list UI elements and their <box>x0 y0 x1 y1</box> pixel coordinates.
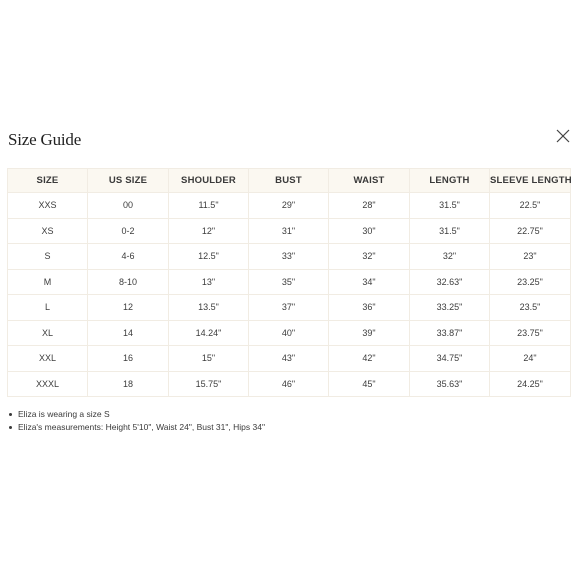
table-cell: 32" <box>329 244 410 270</box>
close-icon <box>556 129 570 143</box>
table-cell: 33" <box>249 244 329 270</box>
table-row <box>8 295 571 321</box>
table-cell: 45" <box>329 371 410 397</box>
table-cell: 23.5" <box>490 295 571 321</box>
table-cell: 18 <box>88 371 169 397</box>
header-us-size: US SIZE <box>88 169 169 193</box>
table-header-row <box>8 169 571 193</box>
table-cell: 30" <box>329 218 410 244</box>
list-item <box>9 408 265 421</box>
table-cell: 34" <box>329 269 410 295</box>
header-shoulder: SHOULDER <box>169 169 249 193</box>
table-cell: 00 <box>88 193 169 219</box>
table-cell: 31.5" <box>410 193 490 219</box>
table-cell: 4-6 <box>88 244 169 270</box>
table-cell: 15.75" <box>169 371 249 397</box>
table-cell: XL <box>8 320 88 346</box>
note-text: Eliza is wearing a size S <box>18 409 110 419</box>
table-cell: 43" <box>249 346 329 372</box>
table-cell: 0-2 <box>88 218 169 244</box>
table-cell: 8-10 <box>88 269 169 295</box>
bullet-icon <box>9 426 12 429</box>
table-cell: 14.24" <box>169 320 249 346</box>
header-sleeve-length: SLEEVE LENGTH <box>490 169 571 193</box>
modal-title: Size Guide <box>8 130 82 149</box>
table-row <box>8 193 571 219</box>
size-table <box>7 168 571 397</box>
table-cell: 11.5" <box>169 193 249 219</box>
table-cell: 42" <box>329 346 410 372</box>
table-row <box>8 269 571 295</box>
table-cell: 37" <box>249 295 329 321</box>
table-row <box>8 218 571 244</box>
table-cell: 22.75" <box>490 218 571 244</box>
table-cell: XS <box>8 218 88 244</box>
header-bust: BUST <box>249 169 329 193</box>
bullet-icon <box>9 413 12 416</box>
model-notes-list <box>9 408 265 434</box>
table-cell: 36" <box>329 295 410 321</box>
table-cell: 14 <box>88 320 169 346</box>
table-cell: 40" <box>249 320 329 346</box>
table-cell: XXL <box>8 346 88 372</box>
table-cell: 24.25" <box>490 371 571 397</box>
table-cell: 23.75" <box>490 320 571 346</box>
table-cell: 32.63" <box>410 269 490 295</box>
close-button[interactable] <box>556 129 572 145</box>
table-cell: 34.75" <box>410 346 490 372</box>
table-cell: XXXL <box>8 371 88 397</box>
list-item <box>9 421 265 434</box>
table-cell: 35.63" <box>410 371 490 397</box>
table-cell: 16 <box>88 346 169 372</box>
header-waist: WAIST <box>329 169 410 193</box>
table-cell: 22.5" <box>490 193 571 219</box>
table-cell: 39" <box>329 320 410 346</box>
table-cell: 15" <box>169 346 249 372</box>
table-cell: 28" <box>329 193 410 219</box>
table-row <box>8 371 571 397</box>
table-row <box>8 244 571 270</box>
table-cell: 33.87" <box>410 320 490 346</box>
header-length: LENGTH <box>410 169 490 193</box>
table-row <box>8 320 571 346</box>
table-cell: 32" <box>410 244 490 270</box>
table-cell: 12 <box>88 295 169 321</box>
header-size: SIZE <box>8 169 88 193</box>
table-cell: 13" <box>169 269 249 295</box>
table-cell: S <box>8 244 88 270</box>
table-cell: 35" <box>249 269 329 295</box>
table-cell: 23.25" <box>490 269 571 295</box>
table-cell: M <box>8 269 88 295</box>
table-cell: 29" <box>249 193 329 219</box>
table-cell: 24" <box>490 346 571 372</box>
table-cell: 13.5" <box>169 295 249 321</box>
table-cell: L <box>8 295 88 321</box>
table-cell: 31.5" <box>410 218 490 244</box>
table-row <box>8 346 571 372</box>
table-cell: 31" <box>249 218 329 244</box>
table-cell: 12.5" <box>169 244 249 270</box>
table-cell: 33.25" <box>410 295 490 321</box>
table-cell: XXS <box>8 193 88 219</box>
note-text: Eliza's measurements: Height 5'10", Waist 24", Bust 31", Hips 34" <box>18 422 265 432</box>
table-cell: 12" <box>169 218 249 244</box>
table-cell: 23" <box>490 244 571 270</box>
table-cell: 46" <box>249 371 329 397</box>
